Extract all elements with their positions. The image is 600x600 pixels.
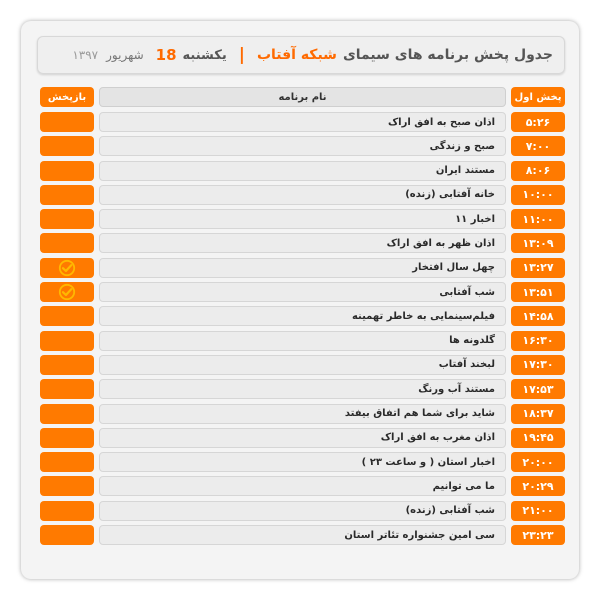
- program-name: اذان ظهر به افق اراک: [99, 233, 506, 253]
- rerun-cell: [40, 355, 94, 375]
- broadcast-time: ۱۰:۰۰: [511, 185, 565, 205]
- rerun-cell: [40, 136, 94, 156]
- broadcast-time: ۲۰:۰۰: [511, 452, 565, 472]
- rerun-cell: [40, 331, 94, 351]
- column-header-rerun: بازپخش: [40, 87, 94, 107]
- rerun-cell: [40, 306, 94, 326]
- program-name: اخبار ۱۱: [99, 209, 506, 229]
- broadcast-time: ۲۰:۲۹: [511, 476, 565, 496]
- rerun-cell: [40, 476, 94, 496]
- program-name: شاید برای شما هم اتفاق بیفتد: [99, 404, 506, 424]
- weekday: یکشنبه: [182, 47, 227, 63]
- header-title: جدول پخش برنامه های سیمای: [342, 47, 553, 63]
- program-name: خانه آفتابی (زنده): [99, 185, 506, 205]
- column-header-program-name: نام برنامه: [99, 87, 506, 107]
- table-row: [40, 183, 565, 207]
- table-row: [40, 304, 565, 328]
- rerun-cell: [40, 404, 94, 424]
- header-separator: |: [238, 45, 245, 65]
- table-row: [40, 134, 565, 158]
- program-name: اخبار استان ( و ساعت ۲۳ ): [99, 452, 506, 472]
- broadcast-time: ۱۳:۲۷: [511, 258, 565, 278]
- table-row: [40, 329, 565, 353]
- table-row: [40, 377, 565, 401]
- table-row: [40, 402, 565, 426]
- broadcast-time: ۲۱:۰۰: [511, 501, 565, 521]
- rerun-cell: [40, 161, 94, 181]
- rerun-cell: [40, 379, 94, 399]
- program-name: شب آفتابی (زنده): [99, 501, 506, 521]
- broadcast-time: ۵:۲۶: [511, 112, 565, 132]
- rerun-cell: [40, 282, 94, 302]
- broadcast-time: ۱۳:۰۹: [511, 233, 565, 253]
- broadcast-time: ۱۶:۳۰: [511, 331, 565, 351]
- table-row: [40, 426, 565, 450]
- program-name: صبح و زندگی: [99, 136, 506, 156]
- table-row: [40, 159, 565, 183]
- table-row: [40, 256, 565, 280]
- rerun-check-icon: [58, 283, 76, 301]
- rerun-cell: [40, 185, 94, 205]
- table-row: [40, 231, 565, 255]
- table-row: [40, 280, 565, 304]
- program-name: شب آفتابی: [99, 282, 506, 302]
- rerun-cell: [40, 428, 94, 448]
- program-name: مستند ایران: [99, 161, 506, 181]
- rerun-cell: [40, 525, 94, 545]
- broadcast-time: ۱۸:۳۷: [511, 404, 565, 424]
- table-row: [40, 523, 565, 547]
- rerun-cell: [40, 452, 94, 472]
- table-row: [40, 474, 565, 498]
- program-name: ما می توانیم: [99, 476, 506, 496]
- broadcast-time: ۱۱:۰۰: [511, 209, 565, 229]
- channel-name: شبکه آفتاب: [256, 47, 337, 63]
- column-header-first-broadcast: پخش اول: [511, 87, 565, 107]
- month: شهریور: [106, 48, 144, 62]
- rerun-cell: [40, 258, 94, 278]
- program-name: مستند آب ورنگ: [99, 379, 506, 399]
- program-name: گلدونه ها: [99, 331, 506, 351]
- schedule-table: [40, 110, 565, 547]
- day-number: 18: [155, 46, 177, 64]
- table-row: [40, 110, 565, 134]
- table-row: [40, 207, 565, 231]
- rerun-check-icon: [58, 259, 76, 277]
- broadcast-time: ۱۹:۴۵: [511, 428, 565, 448]
- broadcast-time: ۱۴:۵۸: [511, 306, 565, 326]
- rerun-cell: [40, 112, 94, 132]
- year: ۱۳۹۷: [72, 48, 99, 62]
- rerun-cell: [40, 233, 94, 253]
- program-name: لبخند آفتاب: [99, 355, 506, 375]
- broadcast-time: ۸:۰۶: [511, 161, 565, 181]
- schedule-header: [37, 36, 565, 74]
- program-name: فیلم‌سینمایی به خاطر تهمینه: [99, 306, 506, 326]
- rerun-cell: [40, 209, 94, 229]
- program-name: اذان صبح به افق اراک: [99, 112, 506, 132]
- table-row: [40, 450, 565, 474]
- table-row: [40, 353, 565, 377]
- broadcast-time: ۲۳:۲۳: [511, 525, 565, 545]
- program-name: چهل سال افتخار: [99, 258, 506, 278]
- program-name: اذان مغرب به افق اراک: [99, 428, 506, 448]
- broadcast-time: ۱۷:۳۰: [511, 355, 565, 375]
- program-name: سی امین جشنواره تئاتر استان: [99, 525, 506, 545]
- broadcast-time: ۷:۰۰: [511, 136, 565, 156]
- broadcast-time: ۱۷:۵۳: [511, 379, 565, 399]
- table-row: [40, 499, 565, 523]
- broadcast-time: ۱۳:۵۱: [511, 282, 565, 302]
- rerun-cell: [40, 501, 94, 521]
